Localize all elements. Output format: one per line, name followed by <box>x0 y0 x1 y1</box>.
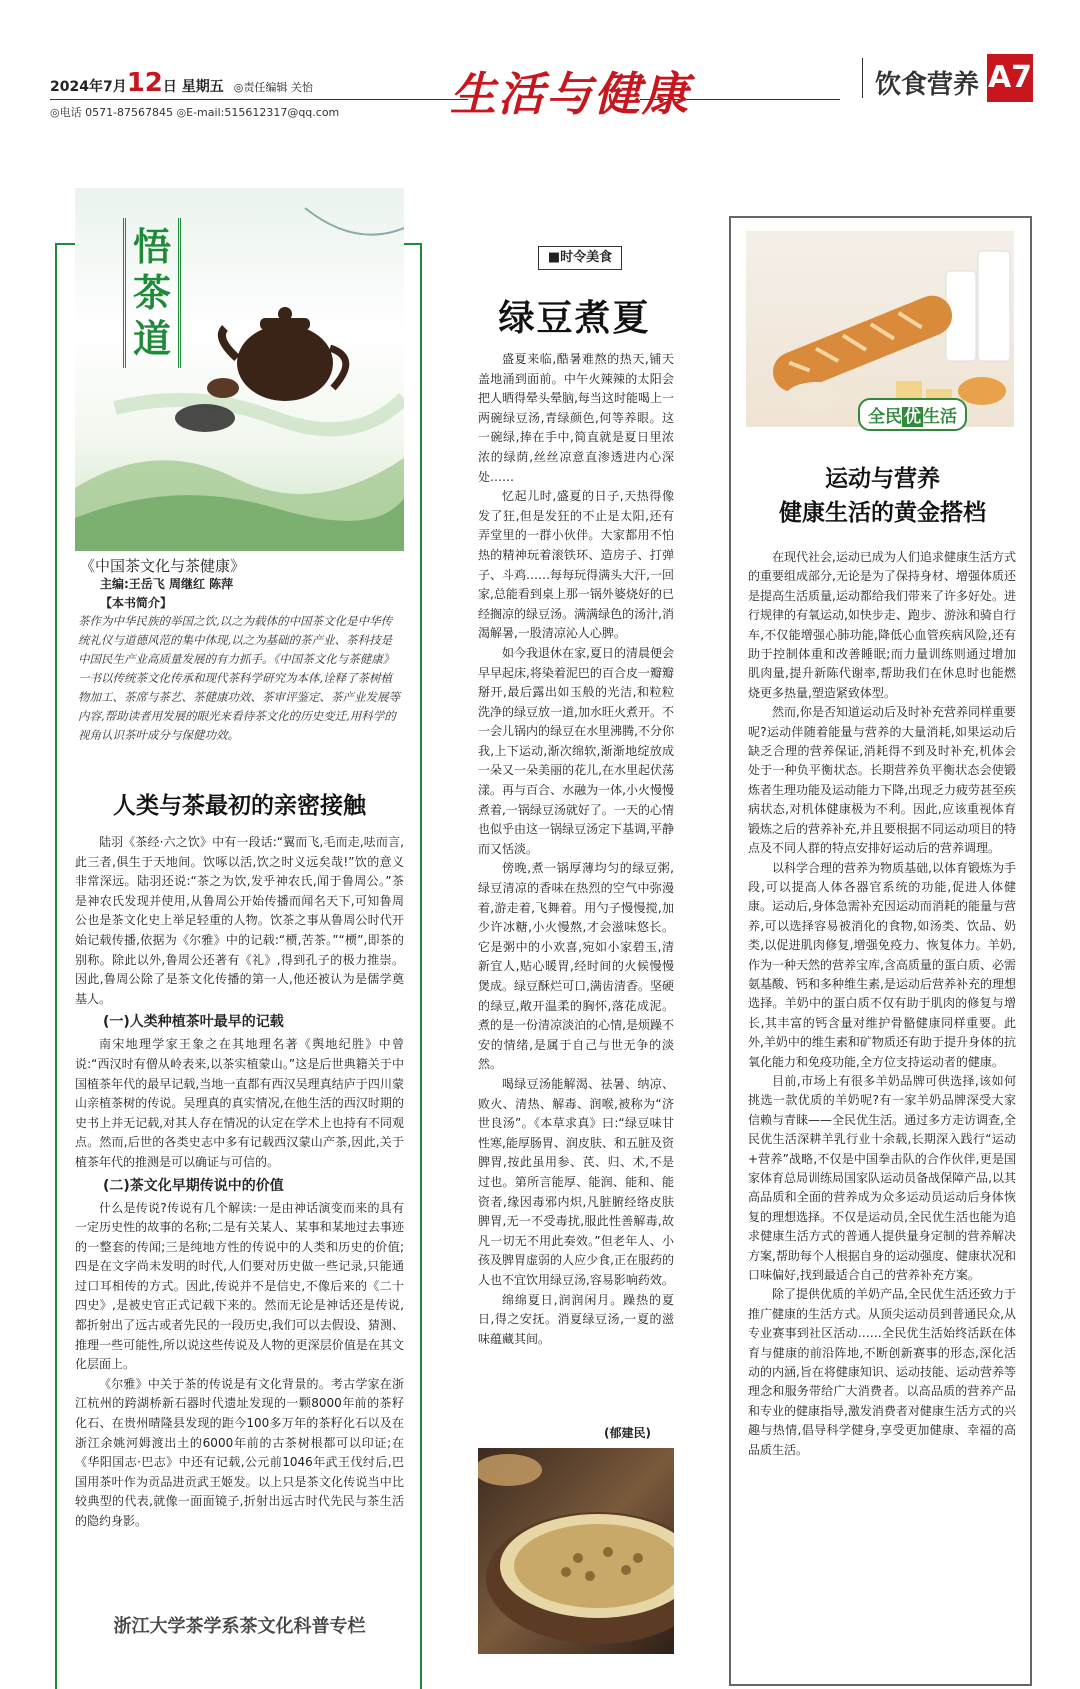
paragraph: 绵绵夏日,润润闲月。躁热的夏日,得之安抚。消夏绿豆汤,一夏的滋味蕴藏其间。 <box>478 1292 674 1346</box>
paragraph: 陆羽《茶经·六之饮》中有一段话:“翼而飞,毛而走,呿而言,此三者,俱生于天地间。饮啄以活,饮之时义远矣哉!”饮的意义非常深远。陆羽还说:“茶之为饮,发乎神农氏,闻于鲁周公。”茶是神农氏发现并使用,从鲁周公开始传播而闻名天下,可知鲁周公也是茶文化史上举足轻重的人物。饮茶之事从鲁周公时代开始记载传播,依据为《尔雅》中的记载:“槚,苦茶。”“槚”,即茶的别称。除此以外,鲁周公还著有《礼》,得到孔子的极力推崇。因此,鲁周公除了是茶文化传播的第一人,他还被认为是儒学奠基人。 <box>75 835 404 1006</box>
book-intro-label: 【本书简介】 <box>100 596 173 610</box>
porridge-bowl-icon <box>478 1448 674 1654</box>
headline-line-1: 运动与营养 <box>825 466 940 492</box>
paragraph: 傍晚,煮一锅厚薄均匀的绿豆粥,绿豆清凉的香味在热烈的空气中弥漫着,游走着,飞舞着。用勺子慢慢搅,加少许冰糖,小火慢熬,才会滋味悠长。它是粥中的小欢喜,宛如小家碧玉,清新宜人,贴心暖胃,经时间的火候慢慢煲成。绿豆酥烂可口,满齿清香。坚硬的绿豆,敞开温柔的胸怀,落花成泥。煮的是一份清凉淡泊的心情,是烦躁不安的情绪,是属于自己与世无争的淡然。 <box>478 861 674 1072</box>
subheading: (二)茶文化早期传说中的价值 <box>103 1177 284 1194</box>
article-body <box>478 350 674 1349</box>
paragraph: 南宋地理学家王象之在其地理名著《舆地纪胜》中曾说:“西汉时有僧从岭表来,以茶实植蒙山。”这是后世典籍关于中国植茶年代的最早记载,当地一直都有西汉吴理真结庐于四川蒙山亲植茶树的传说。吴理真的真实情况,在他生活的西汉时期的史书上并无记载,对其人存在情况的认定在学术上也持有不同观点。然而,后世的各类史志中多有记载西汉蒙山产茶,因此,关于植茶年代的推测是可以确证与可信的。 <box>75 1037 404 1169</box>
issue-date: 2024年7月12日 星期五 ◎责任编辑 关怡 <box>50 68 313 98</box>
teapot-icon <box>75 188 404 551</box>
contact-info: ◎电话 0571-87567845 ◎E-mail:515612317@qq.com <box>50 106 340 119</box>
paragraph: 除了提供优质的羊奶产品,全民优生活还致力于推广健康的生活方式。从顶尖运动员到普通民众,从专业赛事到社区活动……全民优生活始终活跃在体育与健康的前沿阵地,不断创新赛事的形态,深化活动的内涵,旨在将健康知识、运动技能、运动营养等理念和服务带给广大消费者。以高品质的营养产品和专业的健康指导,激发消费者对健康生活方式的兴趣与热情,倡导科学健身,享受更加健康、幸福的高品质生活。 <box>748 1287 1016 1457</box>
header-divider <box>862 58 863 98</box>
paragraph: 《尔雅》中关于茶的传说是有文化背景的。考古学家在浙江杭州的跨湖桥新石器时代遗址发现的一颗8000年前的茶籽化石、在贵州晴隆县发现的距今100多万年的茶籽化石以及在浙江余姚河姆渡出土的6000年前的古茶树根都可以印证;在《华阳国志·巴志》中还有记载,公元前1046年武王伐纣后,巴国用茶叶作为贡品进贡武王姬发。以上只是茶文化传说当中比较典型的代表,就像一面面镜子,折射出远古时代先民与茶生活的隐约身影。 <box>75 1376 404 1528</box>
header-rule <box>50 99 468 100</box>
book-authors: 主编:王岳飞 周继红 陈萍 <box>100 577 234 591</box>
mung-bean-porridge-photo <box>478 1448 674 1654</box>
paragraph: 以科学合理的营养为物质基础,以体育锻炼为手段,可以提高人体各器官系统的功能,促进人体健康。运动后,身体急需补充因运动而消耗的能量与营养,可以选择容易被消化的食物,如汤类、饮品、奶类,以促进肌肉修复,增强免疫力、恢复体力。羊奶,作为一种天然的营养宝库,含高质量的蛋白质、必需氨基酸、钙和多种维生素,是运动后营养补充的理想选择。羊奶中的蛋白质不仅有助于肌肉的修复与增长,其丰富的钙含量对维护骨骼健康同样重要。此外,羊奶中的维生素和矿物质还有助于提升身体的抗氧化能力和免疫功能,全方位支持运动者的健康。 <box>748 860 1016 1069</box>
headline-line-2: 健康生活的黄金搭档 <box>779 500 986 526</box>
byline: (郁建民) <box>604 1426 651 1440</box>
section-title: 饮食营养 <box>875 70 980 100</box>
paragraph: 然而,你是否知道运动后及时补充营养同样重要呢?运动伴随着能量与营养的大量消耗,如果运动后缺乏合理的营养保证,消耗得不到及时补充,机体会处于一种负平衡状态。长期营养负平衡状态会使锻炼者生理功能及运动能力下降,出现乏力疲劳甚至疾病状态,对机体健康极为不利。因此,应该重视体育锻炼之后的营养补充,并且要根据不同运动项目的特点及不同人群的特点安排好运动后的营养调理。 <box>748 705 1016 856</box>
paragraph: 喝绿豆汤能解渴、祛暑、纳凉、败火、清热、解毒、润喉,被称为“济世良汤”。《本草求真》曰:“绿豆味甘性寒,能厚肠胃、润皮肤、和五脏及资脾胃,按此虽用参、芪、归、术,不是过也。第所言能厚、能润、能和、能资者,缘因毒邪内炽,凡脏腑经络皮肤脾胃,无一不受毒扰,服此性善解毒,故凡一切无不用此奏效。”但老年人、小孩及脾胃虚弱的人应少食,正在服药的人也不宜饮用绿豆汤,容易影响药效。 <box>478 1076 674 1287</box>
brand-zone-label: 全民 优 生活 <box>858 398 967 431</box>
section-tag: ■时令美食 <box>538 246 622 270</box>
book-intro: 茶作为中华民族的举国之饮,以之为载体的中国茶文化是中华传统礼仪与道德风范的集中体现,以之为基础的茶产业、茶科技是中国民生产业高质量发展的有力抓手。《中国茶文化与茶健康》一书以传统茶文化传承和现代茶科学研究为本体,诠释了茶树植物加工、茶席与茶艺、茶健康功效、茶审评鉴定、茶产业发展等内容,帮助读者用发展的眼光来看待茶文化的历史变迁,用科学的视角认识茶叶成分与保健功效。 <box>78 614 400 742</box>
tea-illustration <box>75 188 404 551</box>
paragraph: 目前,市场上有很多羊奶品牌可供选择,该如何挑选一款优质的羊奶呢?有一家羊奶品牌深受大家信赖与青睐——全民优生活。通过多方走访调查,全民优生活深耕羊乳行业十余载,长期深入践行“运动+营养”战略,不仅是中国拳击队的合作伙伴,更是国家体育总局训练局国家队运动员备战保障产品,以其高品质和全面的营养成为众多运动员运动后身体恢复的理想选择。不仅是运动员,全民优生活也能为追求健康生活方式的普通人提供量身定制的营养解决方案,帮助每个人根据自身的运动强度、健康状况和口味偏好,找到最适合自己的营养补充方案。 <box>748 1073 1016 1283</box>
article-headline: 绿豆煮夏 <box>498 298 651 339</box>
paragraph: 盛夏来临,酷暑难熬的热天,铺天盖地涌到面前。中午火辣辣的太阳会把人晒得晕头晕脑,每当这时能喝上一两碗绿豆汤,青绿颜色,何等养眼。这一碗绿,捧在手中,简直就是夏日里浓浓的绿荫,丝丝凉意直渗透进内心深处…… <box>478 352 674 484</box>
column-footer: 浙江大学茶学系茶文化科普专栏 <box>113 1616 366 1637</box>
paragraph: 忆起儿时,盛夏的日子,天热得像发了狂,但是发狂的不止是太阳,还有弄堂里的一群小伙伴。大家都用不怕热的精神玩着滚铁环、造房子、打弹子、斗鸡……每每玩得满头大汗,一回家,总能看到桌上那一锅外婆烧好的已经搁凉的绿豆汤。满满绿色的汤汁,消渴解暑,一股清凉沁人心脾。 <box>478 489 674 641</box>
article-body <box>748 548 1016 1460</box>
paragraph: 在现代社会,运动已成为人们追求健康生活方式的重要组成部分,无论是为了保持身材、增强体质还是提高生活质量,运动都给我们带来了许多好处。进行规律的有氧运动,如快步走、跑步、游泳和骑自行车,不仅能增强心肺功能,降低心血管疾病风险,还有助于控制体重和改善睡眠;而力量训练则通过增加肌肉量,提升新陈代谢率,帮助我们在休息时也能燃烧更多热量,塑造紧致体型。 <box>748 550 1016 700</box>
newspaper-logo: 生活与健康 <box>450 67 690 121</box>
article-headline: 人类与茶最初的亲密接触 <box>113 793 366 819</box>
paragraph: 什么是传说?传说有几个解读:一是由神话演变而来的具有一定历史性的故事的名称;二是有关某人、某事和某地过去事迹的一整套的传闻;三是纯地方性的传说中的人类和历史的价值;四是在文字尚未发明的时代,人们要对历史做一些记录,只能通过口耳相传的方式。因此,传说并不是信史,不像后来的《二十四史》,是被史官正式记载下来的。然而无论是神话还是传说,都折射出了远古或者先民的一段历史,我们可以去假设、猜测、推理一些可能性,所以说这些传说及人物的更深层价值是在其文化层面上。 <box>75 1200 404 1372</box>
book-title: 《中国茶文化与茶健康》 <box>80 557 246 575</box>
editor-credit: ◎责任编辑 关怡 <box>233 81 313 94</box>
subheading: (一)人类种植茶叶最早的记载 <box>103 1014 284 1031</box>
page-number: A7 <box>987 54 1033 102</box>
tea-illustration-title: 悟茶道 <box>123 218 181 368</box>
article-headline <box>729 462 1036 530</box>
paragraph: 如今我退休在家,夏日的清晨便会早早起床,将染着泥巴的百合皮一瓣瓣掰开,最后露出如玉般的光洁,和粒粒洗净的绿豆放一道,加水旺火煮开。不一会儿锅内的绿豆在水里沸腾,不分你我,上下运动,渐次绵软,渐渐地绽放成一朵又一朵美丽的花儿,在水里起伏荡漾。再与百合、水融为一体,小火慢慢煮着,一锅绿豆汤就好了。一天的心情也似乎由这一锅绿豆汤定下基调,平静而又恬淡。 <box>478 645 674 856</box>
article-body <box>75 833 404 1532</box>
